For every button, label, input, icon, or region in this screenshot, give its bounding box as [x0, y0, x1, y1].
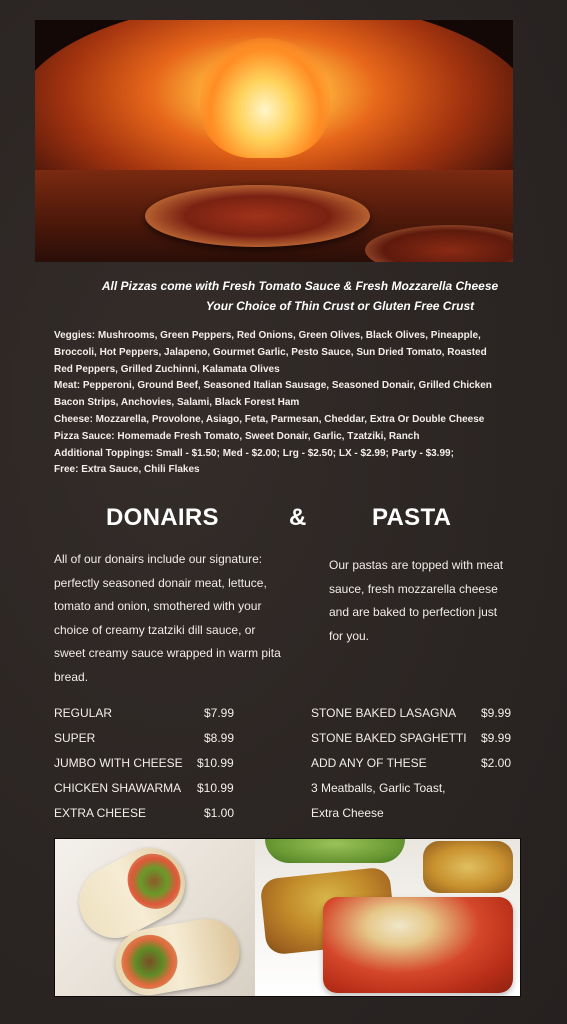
- menu-item-name: SUPER: [54, 731, 96, 745]
- menu-item-price: $9.99: [481, 731, 512, 745]
- donair-wrap-photo: [55, 839, 255, 996]
- menu-item-name: JUMBO WITH CHEESE: [54, 756, 183, 770]
- donairs-description: [54, 548, 281, 690]
- toppings-list: [54, 328, 544, 479]
- menu-item-price: $8.99: [204, 731, 235, 745]
- toppings-line: Broccoli, Hot Peppers, Jalapeno, Gourmet Garlic, Pesto Sauce, Sun Dried Tomato, Roasted: [54, 346, 487, 358]
- garlic-toast-image: [423, 841, 513, 893]
- pasta-description: [329, 554, 503, 648]
- toppings-line: Veggies: Mushrooms, Green Peppers, Red Onions, Green Olives, Black Olives, Pineapple,: [54, 330, 481, 341]
- menu-row: [311, 706, 521, 731]
- menu-item-name: CHICKEN SHAWARMA: [54, 781, 182, 795]
- menu-row: [54, 731, 254, 756]
- pasta-desc-line: sauce, fresh mozzarella cheese: [329, 581, 498, 596]
- menu-row: [311, 756, 521, 781]
- menu-item-note: 3 Meatballs, Garlic Toast,: [311, 781, 446, 795]
- donairs-desc-line: sweet creamy sauce wrapped in warm pita: [54, 646, 281, 661]
- menu-item-price: $10.99: [197, 781, 234, 795]
- menu-item-note: Extra Cheese: [311, 806, 384, 820]
- menu-item-price: $1.00: [204, 806, 235, 820]
- toppings-line: Additional Toppings: Small - $1.50; Med - $2.00; Lrg - $2.50; LX - $2.99; Party - $3.99;: [54, 447, 454, 459]
- donairs-desc-line: bread.: [54, 669, 89, 684]
- donairs-desc-line: All of our donairs include our signature:: [54, 552, 263, 566]
- toppings-line: Red Peppers, Grilled Zuchinni, Kalamata Olives: [54, 363, 280, 375]
- donairs-price-list: [54, 706, 254, 831]
- pasta-desc-line: Our pastas are topped with meat: [329, 558, 504, 572]
- menu-item-price: $7.99: [204, 706, 235, 720]
- oven-photo: [35, 20, 513, 262]
- toppings-line: Pizza Sauce: Homemade Fresh Tomato, Sweet Donair, Garlic, Tzatziki, Ranch: [54, 430, 420, 442]
- menu-item-name: ADD ANY OF THESE: [311, 756, 427, 770]
- menu-item-price: $9.99: [481, 706, 512, 720]
- menu-item-name: STONE BAKED SPAGHETTI: [311, 731, 467, 745]
- pasta-price-list: [311, 706, 521, 831]
- donairs-desc-line: tomato and onion, smothered with your: [54, 599, 262, 614]
- menu-row: [311, 806, 521, 831]
- donairs-desc-line: choice of creamy tzatziki dill sauce, or: [54, 622, 256, 637]
- menu-item-name: STONE BAKED LASAGNA: [311, 706, 457, 720]
- lasagna-image: [323, 897, 513, 993]
- lasagna-photo: [255, 839, 520, 996]
- fire-flame: [200, 38, 330, 158]
- menu-row: [54, 781, 254, 806]
- ampersand-heading: &: [289, 504, 307, 531]
- donairs-heading: DONAIRS: [106, 504, 219, 531]
- toppings-line: Cheese: Mozzarella, Provolone, Asiago, Feta, Parmesan, Cheddar, Extra Or Double Cheese: [54, 413, 485, 425]
- menu-item-name: REGULAR: [54, 706, 113, 720]
- menu-row: [54, 756, 254, 781]
- menu-row: [311, 731, 521, 756]
- menu-item-price: $10.99: [197, 756, 234, 770]
- toppings-line: Free: Extra Sauce, Chili Flakes: [54, 464, 200, 476]
- menu-row: [54, 706, 254, 731]
- menu-row: [54, 806, 254, 831]
- toppings-line: Meat: Pepperoni, Ground Beef, Seasoned Italian Sausage, Seasoned Donair, Grilled Chicken: [54, 380, 492, 392]
- pizza-intro-line-1: All Pizzas come with Fresh Tomato Sauce & Fresh Mozzarella Cheese: [101, 279, 499, 293]
- donairs-desc-line: perfectly seasoned donair meat, lettuce,: [54, 575, 267, 590]
- pizza-intro-line-2: Your Choice of Thin Crust or Gluten Free Crust: [205, 299, 475, 313]
- food-photo-strip: [54, 838, 521, 997]
- toppings-line: Bacon Strips, Anchovies, Salami, Black Forest Ham: [54, 397, 300, 409]
- menu-item-name: EXTRA CHEESE: [54, 806, 147, 820]
- pizza-image: [145, 185, 370, 247]
- pasta-desc-line: and are baked to perfection just: [329, 605, 498, 620]
- menu-item-price: $2.00: [481, 756, 512, 770]
- salad-image: [265, 839, 405, 863]
- pasta-desc-line: for you.: [329, 628, 370, 643]
- menu-row: [311, 781, 521, 806]
- pasta-heading: PASTA: [372, 504, 452, 531]
